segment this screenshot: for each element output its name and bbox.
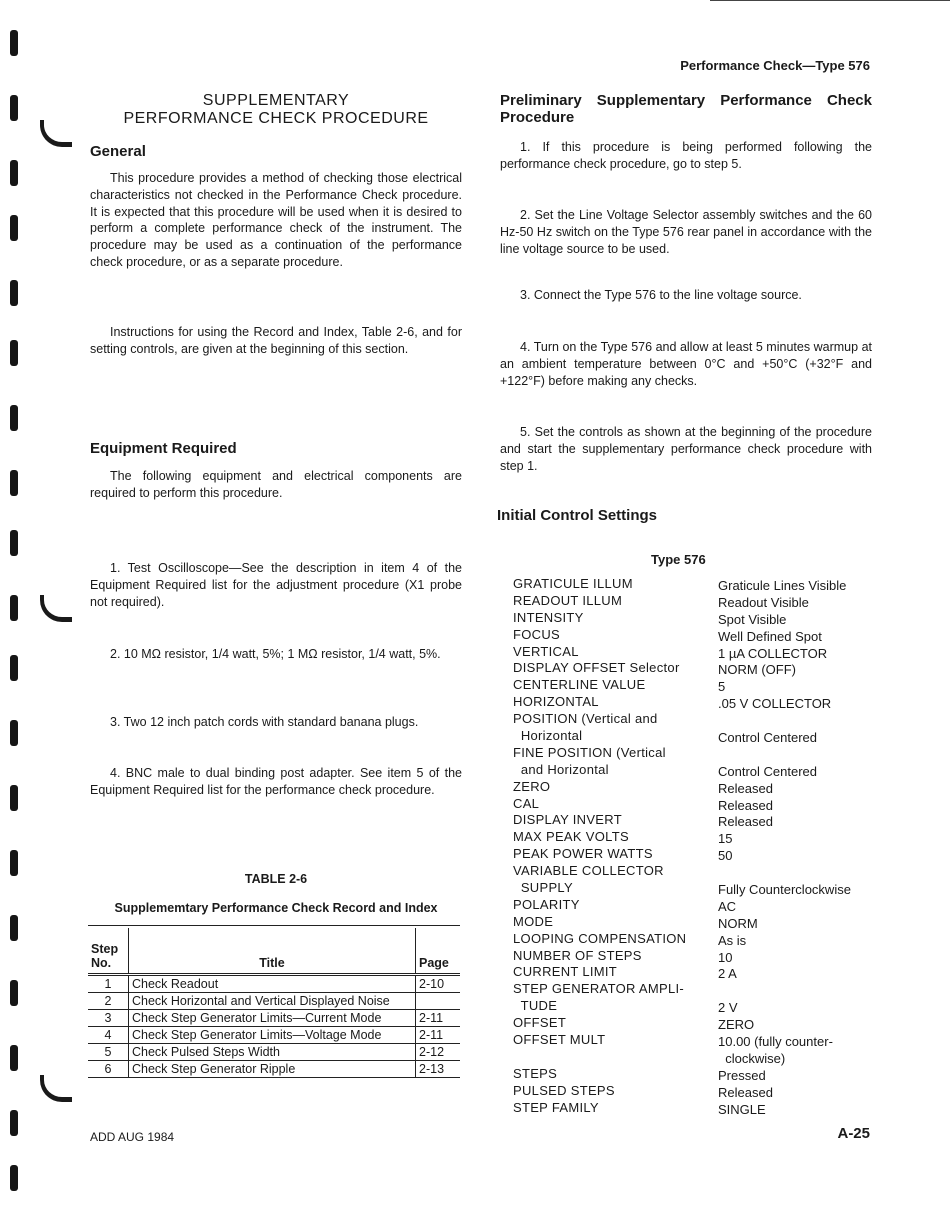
binder-mark <box>10 405 18 431</box>
table-cell-title: Check Pulsed Steps Width <box>129 1043 416 1060</box>
control-value: NORM (OFF) <box>718 662 796 678</box>
table-cell-step: 5 <box>88 1043 129 1060</box>
control-value <box>718 865 851 882</box>
control-name: NUMBER OF STEPS <box>513 947 642 963</box>
step-header-line2: No. <box>91 955 112 970</box>
section-title <box>90 92 462 128</box>
control-name: PULSED STEPS <box>513 1082 615 1098</box>
control-name: POLARITY <box>513 896 580 912</box>
table-row <box>88 1026 460 1043</box>
binder-mark <box>10 1045 18 1071</box>
binder-mark <box>10 215 18 241</box>
table-row <box>88 1009 460 1026</box>
binder-mark <box>10 530 18 556</box>
table-row <box>88 992 460 1009</box>
binder-hook <box>40 120 72 147</box>
control-value: ZERO <box>718 1017 755 1033</box>
control-name: CAL <box>513 795 540 811</box>
binder-mark <box>10 1110 18 1136</box>
binder-mark <box>10 340 18 366</box>
control-value: 10.00 (fully counter- <box>718 1034 833 1050</box>
binder-hook <box>40 1075 72 1102</box>
control-value <box>718 983 851 1000</box>
binder-mark <box>10 1165 18 1191</box>
section-title-line2: PERFORMANCE CHECK PROCEDURE <box>123 110 429 127</box>
step-header-line1: Step <box>91 941 119 956</box>
equipment-item: 4. BNC male to dual binding post adapter. See item 5 of the Equipment Required list for the performance check procedure. <box>90 766 462 797</box>
prelim-step: 2. Set the Line Voltage Selector assembly switches and the 60 Hz-50 Hz switch on the Type 576 rear panel in accordance with the line voltage source to be used. <box>500 208 872 256</box>
control-name: DISPLAY OFFSET Selector <box>513 660 680 676</box>
control-value: Released <box>718 1084 773 1100</box>
table-row <box>88 1043 460 1060</box>
control-name: PEAK POWER WATTS <box>513 846 653 862</box>
control-name: INTENSITY <box>513 609 584 625</box>
control-name: CURRENT LIMIT <box>513 964 618 980</box>
binder-mark <box>10 30 18 56</box>
control-value <box>718 713 851 730</box>
control-value: 10 <box>718 949 733 965</box>
control-value: clockwise) <box>718 1050 786 1066</box>
binder-mark <box>10 850 18 876</box>
control-value: 5 <box>718 679 726 695</box>
control-name: TUDE <box>513 998 558 1014</box>
control-value: Graticule Lines Visible <box>718 578 847 593</box>
control-value: 2 V <box>718 1000 738 1016</box>
table-cell-page: 2-12 <box>419 1044 445 1059</box>
table-cell-step: 6 <box>88 1060 129 1077</box>
control-name: FOCUS <box>513 626 560 642</box>
control-name: MODE <box>513 913 554 929</box>
equipment-item: 3. Two 12 inch patch cords with standard banana plugs. <box>110 715 419 729</box>
control-names <box>513 576 686 1117</box>
table-top-rule <box>88 925 460 926</box>
control-name: OFFSET MULT <box>513 1032 606 1048</box>
control-name: OFFSET <box>513 1015 567 1031</box>
table-row <box>88 1060 460 1077</box>
top-rule <box>710 0 950 1</box>
binder-mark <box>10 595 18 621</box>
binder-mark <box>10 980 18 1006</box>
control-value: Fully Counterclockwise <box>718 882 851 898</box>
control-name: STEP FAMILY <box>513 1099 599 1115</box>
binder-mark <box>10 720 18 746</box>
control-value: Released <box>718 780 773 796</box>
control-name: CENTERLINE VALUE <box>513 677 646 693</box>
table-cell-page: 2-11 <box>419 1010 444 1025</box>
table-header-step <box>88 928 129 974</box>
prelim-heading: Preliminary Supplementary Performance Check Procedure <box>500 92 872 126</box>
table-cell-step: 4 <box>88 1026 129 1043</box>
control-value: Pressed <box>718 1067 766 1083</box>
table-caption: Supplememtary Performance Check Record and Index <box>114 901 438 915</box>
control-name <box>513 1049 686 1066</box>
control-name: SUPPLY <box>513 880 573 896</box>
table-row <box>88 974 460 992</box>
binder-mark <box>10 785 18 811</box>
control-name: STEPS <box>513 1065 558 1081</box>
control-value: 2 A <box>718 966 737 982</box>
control-name: POSITION (Vertical and <box>513 711 658 727</box>
binder-mark <box>10 160 18 186</box>
control-name: VERTICAL <box>513 643 579 659</box>
control-value: Well Defined Spot <box>718 628 822 644</box>
table-cell-step: 1 <box>88 974 129 992</box>
control-value: Released <box>718 814 773 830</box>
equipment-item: 2. 10 MΩ resistor, 1/4 watt, 5%; 1 MΩ resistor, 1/4 watt, 5%. <box>110 647 441 661</box>
table-cell-page <box>416 992 461 1009</box>
equipment-heading: Equipment Required <box>90 440 237 457</box>
initial-settings-heading: Initial Control Settings <box>497 507 657 524</box>
control-value: 15 <box>718 831 733 847</box>
running-head: Performance Check—Type 576 <box>680 58 870 73</box>
control-value: SINGLE <box>718 1101 766 1117</box>
general-paragraph-2: Instructions for using the Record and Index, Table 2-6, and for setting controls, are given at the beginning of this section. <box>90 325 462 356</box>
control-name: LOOPING COMPENSATION <box>513 930 687 946</box>
table-header-page: Page <box>419 955 449 970</box>
table-cell-title: Check Readout <box>129 974 416 992</box>
binder-mark <box>10 470 18 496</box>
prelim-step: 5. Set the controls as shown at the beginning of the procedure and start the supplementary performance check procedure with step 1. <box>500 425 872 473</box>
page-number: A-25 <box>837 1125 870 1142</box>
control-name: DISPLAY INVERT <box>513 812 622 828</box>
control-value <box>718 747 851 764</box>
control-name: and Horizontal <box>513 761 609 777</box>
binder-mark <box>10 280 18 306</box>
table-cell-step: 2 <box>88 992 129 1009</box>
equipment-item: 1. Test Oscilloscope—See the description in item 4 of the Equipment Required list for the adjustment procedure (X1 probe not required). <box>90 561 462 609</box>
record-index-table <box>88 928 460 1078</box>
control-name: MAX PEAK VOLTS <box>513 829 629 845</box>
binder-hook <box>40 595 72 622</box>
control-name: FINE POSITION (Vertical <box>513 744 666 760</box>
control-name: Horizontal <box>513 728 583 744</box>
binder-mark <box>10 915 18 941</box>
binder-mark <box>10 655 18 681</box>
table-cell-title: Check Horizontal and Vertical Displayed Noise <box>129 992 416 1009</box>
footer-date: ADD AUG 1984 <box>90 1130 175 1144</box>
control-name: READOUT ILLUM <box>513 592 623 608</box>
control-name: GRATICULE ILLUM <box>513 576 633 591</box>
control-value: Released <box>718 797 773 813</box>
table-cell-page: 2-11 <box>419 1027 444 1042</box>
table-cell-step: 3 <box>88 1009 129 1026</box>
settings-title: Type 576 <box>651 552 706 567</box>
general-heading: General <box>90 143 146 160</box>
general-paragraph-1: This procedure provides a method of checking those electrical characteristics not checked in the Performance Check procedure. It is expected that this procedure will be used when it is desired to perform a complete performance check of the instrument. The procedure may be used as a continuation of the performance check procedure, or as a separate procedure. <box>90 171 462 269</box>
control-value: NORM <box>718 915 758 931</box>
control-values <box>718 578 851 1119</box>
control-value: AC <box>718 898 737 914</box>
section-title-line1: SUPPLEMENTARY <box>202 92 350 109</box>
control-name: HORIZONTAL <box>513 694 599 710</box>
control-value: 1 µA COLLECTOR <box>718 645 828 661</box>
table-cell-title: Check Step Generator Limits—Current Mode <box>129 1009 416 1026</box>
equipment-intro: The following equipment and electrical components are required to perform this procedure. <box>90 469 462 500</box>
table-label: TABLE 2-6 <box>244 872 308 886</box>
table-cell-title: Check Step Generator Limits—Voltage Mode <box>129 1026 416 1043</box>
prelim-step: 3. Connect the Type 576 to the line voltage source. <box>520 288 802 302</box>
control-value: Readout Visible <box>718 594 809 610</box>
table-cell-page: 2-10 <box>419 976 445 991</box>
table-cell-page: 2-13 <box>419 1061 445 1076</box>
prelim-step: 1. If this procedure is being performed following the performance check procedure, go to step 5. <box>500 140 872 171</box>
control-value: Spot Visible <box>718 611 787 627</box>
control-value: Control Centered <box>718 730 817 746</box>
binder-mark <box>10 95 18 121</box>
control-value: Control Centered <box>718 763 817 779</box>
control-name: STEP GENERATOR AMPLI- <box>513 981 685 997</box>
control-name: ZERO <box>513 778 551 794</box>
control-value: .05 V COLLECTOR <box>718 696 832 712</box>
control-value: 50 <box>718 848 733 864</box>
control-value: As is <box>718 932 747 948</box>
table-header-title: Title <box>129 928 416 974</box>
table-cell-title: Check Step Generator Ripple <box>129 1060 416 1077</box>
prelim-step: 4. Turn on the Type 576 and allow at least 5 minutes warmup at an ambient temperature between 0°C and +50°C (+32°F and +122°F) before making any checks. <box>500 340 872 388</box>
control-name: VARIABLE COLLECTOR <box>513 863 664 879</box>
